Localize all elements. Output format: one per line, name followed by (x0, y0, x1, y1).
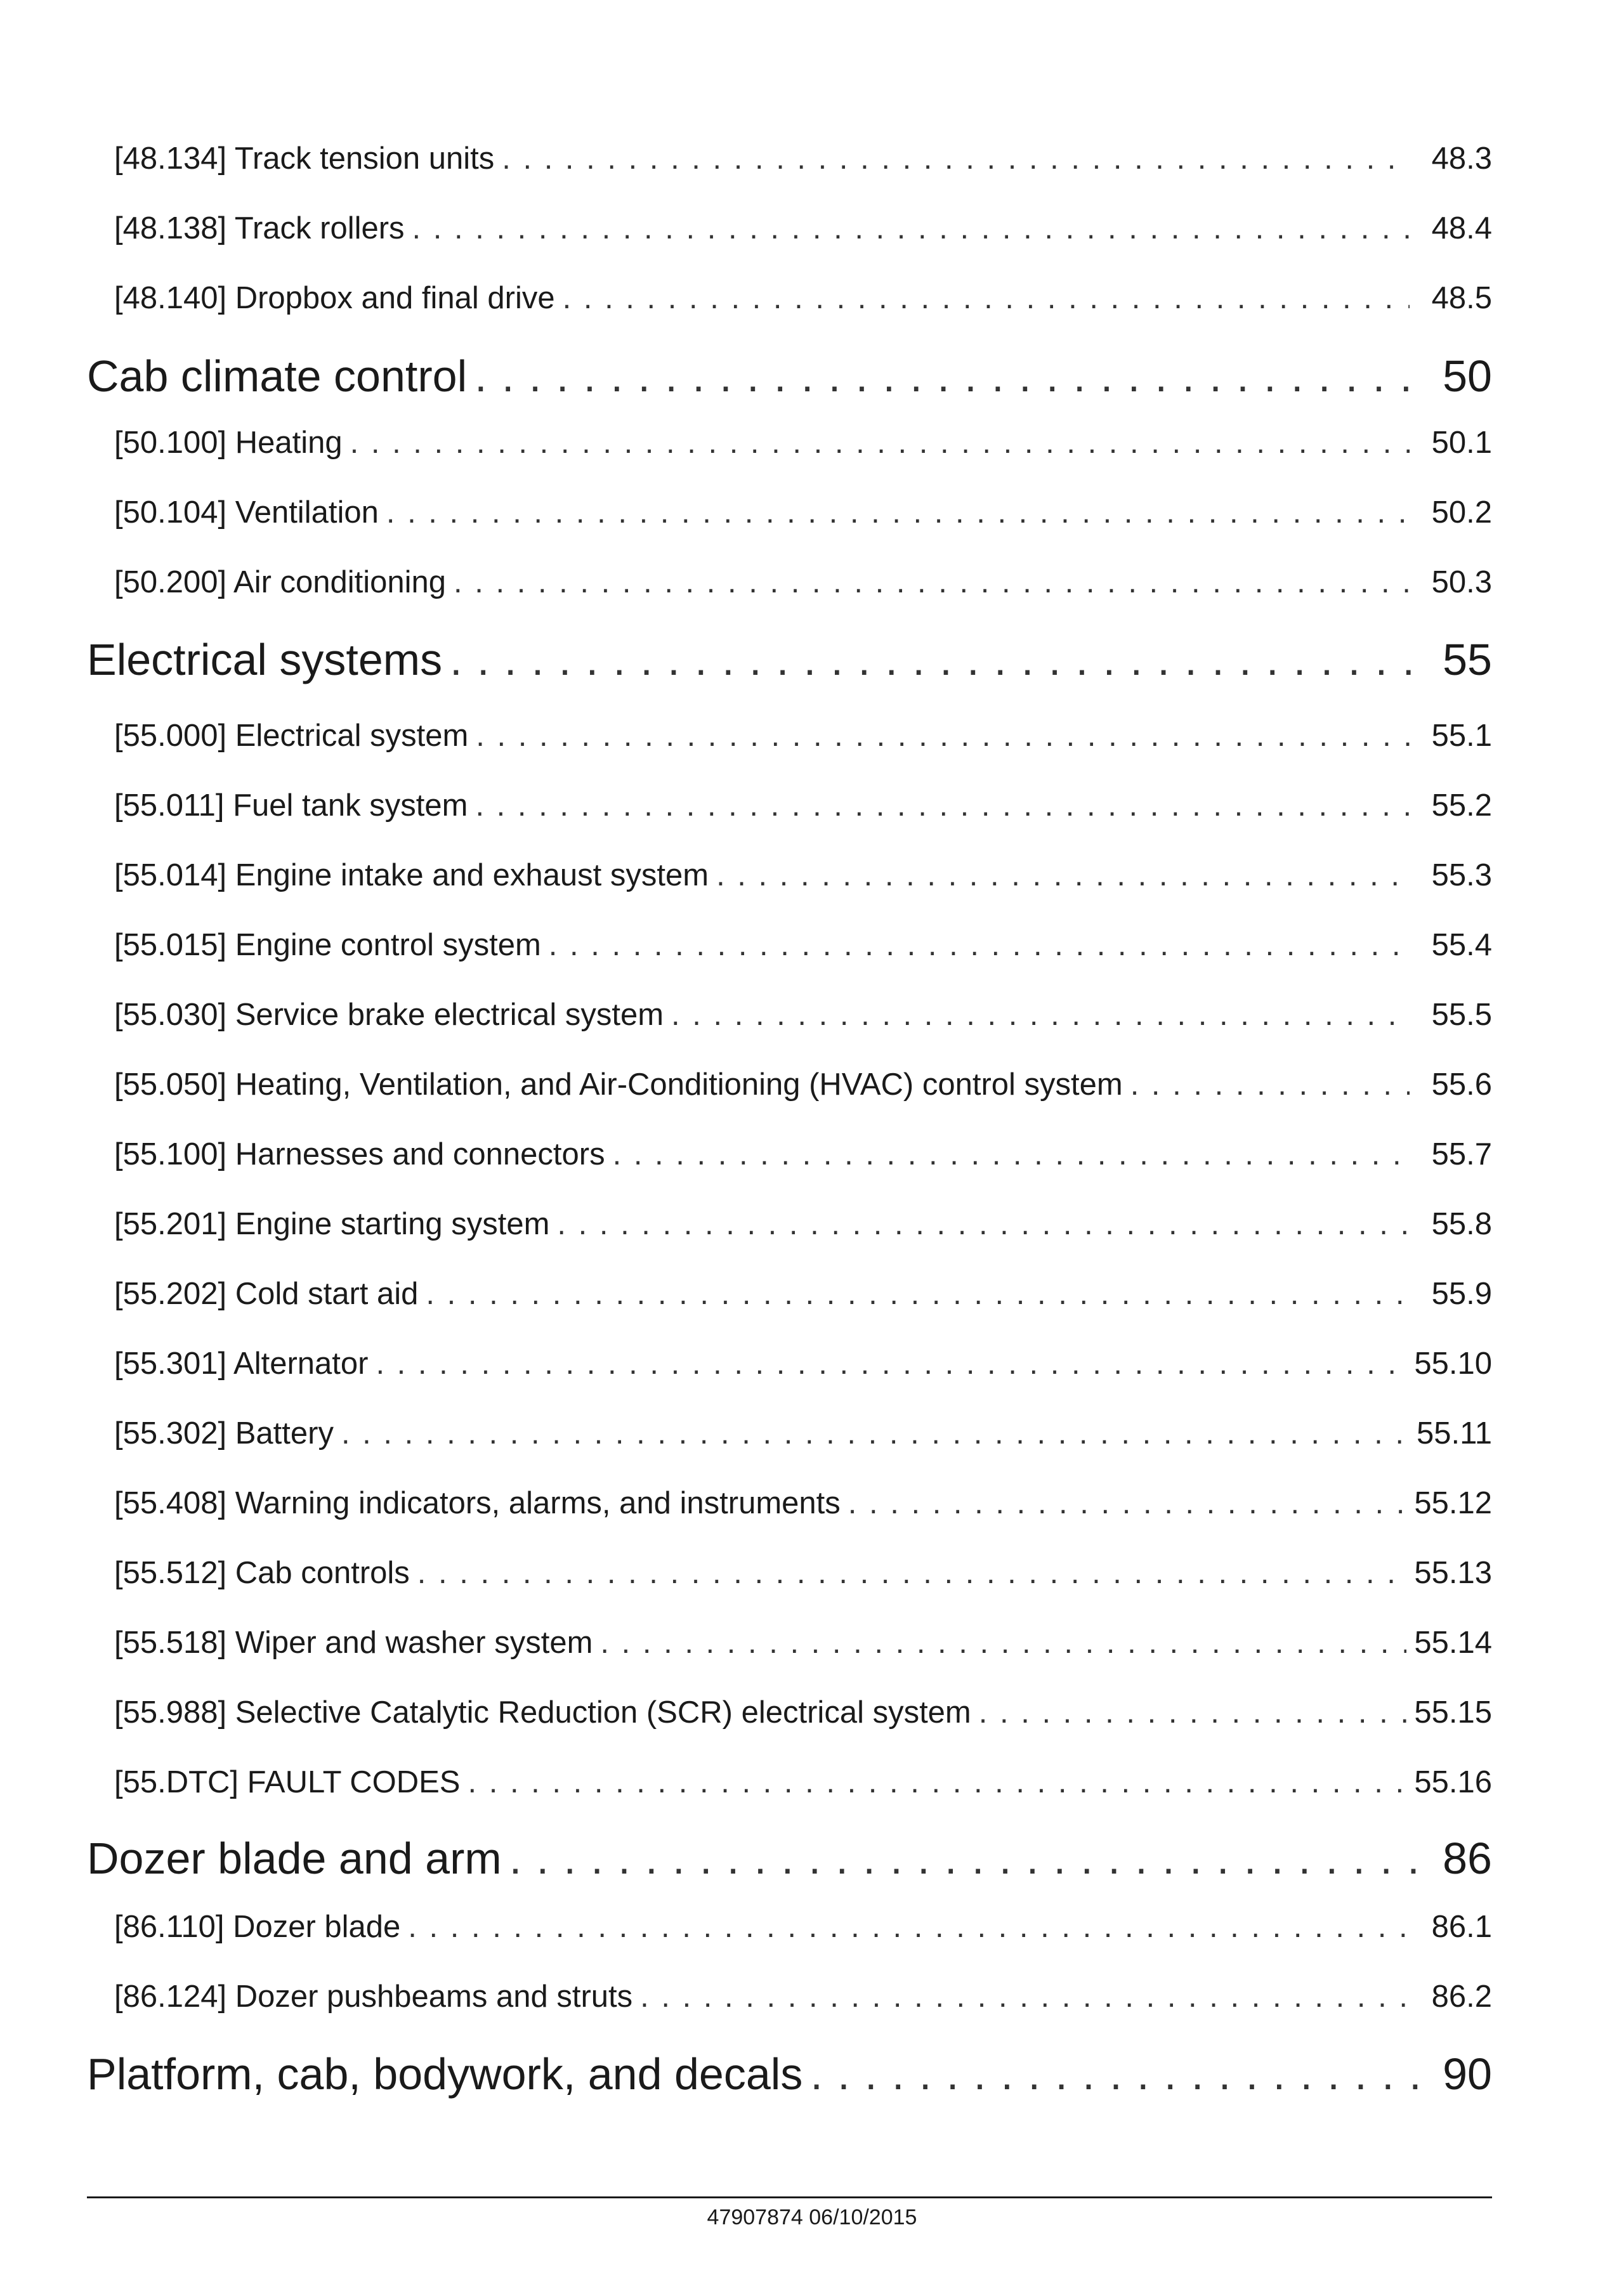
toc-leader-dots (716, 858, 1410, 893)
toc-entry-label: [55.408] Warning indicators, alarms, and instruments (114, 1486, 841, 1520)
toc-entry[interactable] (114, 211, 1492, 246)
toc-entry[interactable] (114, 1485, 1492, 1521)
toc-entry-label: [55.030] Service brake electrical system (114, 998, 664, 1032)
toc-entry-page: 55.4 (1431, 928, 1492, 962)
toc-leader-dots (810, 2049, 1421, 2099)
toc-leader-dots (376, 1346, 1406, 1381)
toc-entry-page: 55.13 (1414, 1556, 1492, 1590)
toc-entry[interactable] (114, 858, 1492, 893)
toc-leader-dots (454, 564, 1410, 600)
toc-entry-label: [86.124] Dozer pushbeams and struts (114, 1980, 633, 2014)
toc-entry-label: [55.050] Heating, Ventilation, and Air-Conditioning (HVAC) control system (114, 1067, 1123, 1102)
toc-leader-dots (563, 280, 1410, 316)
toc-entry-page: 55.7 (1431, 1137, 1492, 1171)
toc-entry-page: 55.11 (1417, 1416, 1492, 1451)
toc-entry-page: 55.14 (1414, 1626, 1492, 1660)
toc-leader-dots (502, 141, 1410, 176)
toc-entry[interactable] (114, 1625, 1492, 1660)
toc-entry-page: 55.9 (1431, 1277, 1492, 1311)
toc-entry[interactable] (114, 1555, 1492, 1591)
toc-leader-dots (426, 1276, 1410, 1312)
toc-entry-page: 86.1 (1431, 1910, 1492, 1944)
toc-leader-dots (350, 425, 1410, 460)
toc-entry[interactable] (114, 1206, 1492, 1242)
footer-document-code: 47907874 06/10/2015 (707, 2205, 917, 2229)
toc-entry[interactable] (114, 1276, 1492, 1312)
toc-entry[interactable] (114, 1416, 1492, 1451)
toc-entry-label: [55.011] Fuel tank system (114, 788, 468, 823)
toc-entry-page: 48.5 (1431, 281, 1492, 315)
toc-entry[interactable] (114, 927, 1492, 963)
toc-entry-label: [55.201] Engine starting system (114, 1207, 550, 1241)
toc-leader-dots (475, 351, 1421, 401)
toc-entry[interactable] (114, 1137, 1492, 1172)
toc-entry-page: 55.12 (1414, 1486, 1492, 1520)
toc-leader-dots (408, 1909, 1410, 1945)
toc-leader-dots (417, 1555, 1407, 1591)
toc-entry[interactable] (114, 1764, 1492, 1800)
toc-leader-dots (341, 1416, 1409, 1451)
toc-entry[interactable] (114, 1695, 1492, 1730)
toc-leader-dots (509, 1833, 1421, 1884)
toc-section[interactable] (87, 634, 1492, 685)
toc-entry[interactable] (114, 1909, 1492, 1945)
toc-entry-page: 50.3 (1431, 565, 1492, 599)
toc-entry-label: [55.202] Cold start aid (114, 1277, 419, 1311)
footer-divider (87, 2196, 1492, 2198)
toc-section-page: 86 (1443, 1834, 1492, 1883)
toc-entry[interactable] (114, 1979, 1492, 2014)
toc-entry-label: [50.200] Air conditioning (114, 565, 447, 599)
toc-entry[interactable] (114, 280, 1492, 316)
toc-entry-label: [86.110] Dozer blade (114, 1910, 401, 1944)
toc-entry-label: [50.104] Ventilation (114, 495, 379, 530)
toc-leader-dots (475, 788, 1410, 823)
toc-entry-page: 55.3 (1431, 858, 1492, 892)
toc-leader-dots (848, 1485, 1407, 1521)
toc-entry-label: [48.140] Dropbox and final drive (114, 281, 555, 315)
toc-entry-page: 48.4 (1431, 211, 1492, 245)
toc-entry-label: [55.DTC] FAULT CODES (114, 1765, 461, 1799)
toc-entry-page: 55.6 (1431, 1067, 1492, 1102)
toc-entry-page: 55.8 (1431, 1207, 1492, 1241)
toc-section-label: Platform, cab, bodywork, and decals (87, 2049, 803, 2099)
toc-section-page: 55 (1443, 635, 1492, 684)
toc-entry-page: 55.10 (1414, 1347, 1492, 1381)
toc-entry-label: [55.100] Harnesses and connectors (114, 1137, 605, 1171)
toc-leader-dots (979, 1695, 1407, 1730)
toc-section-label: Cab climate control (87, 351, 468, 401)
toc-section[interactable] (87, 2049, 1492, 2099)
toc-entry-label: [48.138] Track rollers (114, 211, 405, 245)
toc-entry[interactable] (114, 1346, 1492, 1381)
toc-entry-page: 48.3 (1431, 141, 1492, 176)
toc-entry-label: [55.015] Engine control system (114, 928, 541, 962)
toc-entry-page: 86.2 (1431, 1980, 1492, 2014)
toc-leader-dots (1130, 1067, 1410, 1102)
toc-section[interactable] (87, 1833, 1492, 1884)
toc-entry-label: [55.988] Selective Catalytic Reduction (SCR) electrical system (114, 1695, 971, 1730)
toc-entry-page: 55.2 (1431, 788, 1492, 823)
toc-entry-label: [55.301] Alternator (114, 1347, 369, 1381)
toc-section-label: Electrical systems (87, 635, 443, 684)
toc-entry-label: [48.134] Track tension units (114, 141, 495, 176)
toc-leader-dots (549, 927, 1410, 963)
toc-entry[interactable] (114, 718, 1492, 753)
toc-entry-page: 50.2 (1431, 495, 1492, 530)
toc-entry[interactable] (114, 495, 1492, 530)
toc-leader-dots (671, 997, 1410, 1033)
toc-section-page: 90 (1443, 2049, 1492, 2099)
toc-entry-page: 55.1 (1431, 719, 1492, 753)
toc-entry[interactable] (114, 1067, 1492, 1102)
toc-entry-page: 55.15 (1414, 1695, 1492, 1730)
toc-entry[interactable] (114, 788, 1492, 823)
toc-section-page: 50 (1443, 351, 1492, 401)
toc-leader-dots (640, 1979, 1410, 2014)
toc-entry[interactable] (114, 997, 1492, 1033)
toc-entry[interactable] (114, 425, 1492, 460)
toc-entry-label: [55.014] Engine intake and exhaust system (114, 858, 709, 892)
toc-section-label: Dozer blade and arm (87, 1834, 502, 1883)
toc-leader-dots (450, 634, 1421, 685)
toc-entry-label: [55.302] Battery (114, 1416, 334, 1451)
toc-section[interactable] (87, 351, 1492, 401)
toc-entry-page: 55.5 (1431, 998, 1492, 1032)
toc-entry[interactable] (114, 141, 1492, 176)
toc-leader-dots (386, 495, 1410, 530)
toc-leader-dots (412, 211, 1410, 246)
toc-entry-page: 50.1 (1431, 426, 1492, 460)
toc-entry-label: [50.100] Heating (114, 426, 343, 460)
toc-leader-dots (468, 1764, 1406, 1800)
toc-entry-page: 55.16 (1414, 1765, 1492, 1799)
toc-leader-dots (613, 1137, 1410, 1172)
toc-entry-label: [55.518] Wiper and washer system (114, 1626, 593, 1660)
toc-leader-dots (557, 1206, 1410, 1242)
toc-entry-label: [55.512] Cab controls (114, 1556, 410, 1590)
toc-entry[interactable] (114, 564, 1492, 600)
toc-leader-dots (600, 1625, 1406, 1660)
toc-entry-label: [55.000] Electrical system (114, 719, 469, 753)
toc-leader-dots (476, 718, 1410, 753)
